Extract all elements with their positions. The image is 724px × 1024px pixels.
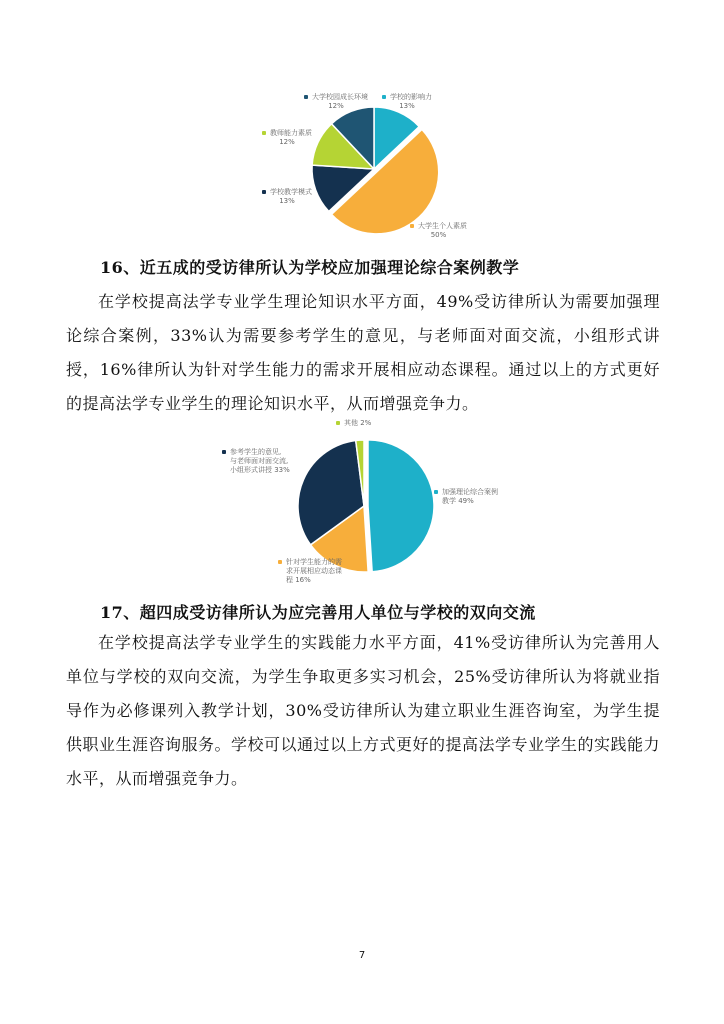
pie2-label-dynamic-course [278, 558, 342, 585]
label-name: 学校的影响力 [390, 93, 432, 101]
label-pct: 50% [430, 231, 447, 239]
legend-dot-icon [262, 190, 266, 194]
legend-dot-icon [382, 95, 386, 99]
label-pct: 13% [279, 197, 295, 205]
label-name: 学校教学模式 [270, 188, 312, 196]
section16-heading: 16、近五成的受访律所认为学校应加强理论综合案例教学 [100, 258, 520, 277]
pie2-label-case-teaching [434, 488, 498, 506]
label-text: 参考学生的意见, [230, 448, 282, 456]
label-name: 大学校园成长环境 [312, 93, 368, 101]
pie1-label-personal [410, 222, 467, 240]
legend-dot-icon [278, 560, 282, 564]
legend-dot-icon [304, 95, 308, 99]
legend-dot-icon [410, 224, 414, 228]
label-pct: 12% [279, 138, 295, 146]
section16-paragraph: 在学校提高法学专业学生理论知识水平方面，49%受访律所认为需要加强理论综合案例，33%认为需要参考学生的意见，与老师面对面交流，小组形式讲授，16%律所认为针对学生能力的需求开展相应动态课程。通过以上的方式更好的提高法学专业学生的理论知识水平，从而增强竞争力。 [66, 292, 660, 413]
pie-chart-theory [280, 424, 460, 574]
label-pct: 13% [399, 102, 415, 110]
label-name: 教师能力素质 [270, 129, 312, 137]
label-text: 小组形式讲授 33% [230, 466, 290, 474]
label-text: 程 16% [286, 576, 311, 584]
pie2-label-other [336, 419, 371, 428]
pie1-label-campus [304, 93, 368, 111]
legend-dot-icon [222, 450, 226, 454]
legend-dot-icon [262, 131, 266, 135]
section17-heading: 17、超四成受访律所认为应完善用人单位与学校的双向交流 [100, 603, 536, 622]
pie2-label-student-opinion [222, 448, 290, 475]
pie1-label-teaching [262, 188, 312, 206]
pie-slice-0 [368, 440, 434, 572]
label-name: 大学生个人素质 [418, 222, 467, 230]
label-text: 针对学生能力的需 [286, 558, 342, 566]
page-number: 7 [358, 950, 366, 961]
legend-dot-icon [336, 421, 340, 425]
label-pct: 12% [328, 102, 344, 110]
label-text: 与老师面对面交流, [230, 457, 289, 465]
label-text: 求开展相应动态课 [286, 567, 342, 575]
pie1-label-teacher [262, 129, 312, 147]
label-text: 教学 49% [442, 497, 474, 505]
label-text: 其他 2% [344, 419, 372, 427]
legend-dot-icon [434, 490, 438, 494]
pie2-svg [280, 424, 460, 574]
pie1-label-influence [382, 93, 432, 111]
label-text: 加强理论综合案例 [442, 488, 498, 496]
section17-paragraph: 在学校提高法学专业学生的实践能力水平方面，41%受访律所认为完善用人单位与学校的双向交流，为学生争取更多实习机会，25%受访律所认为将就业指导作为必修课列入教学计划，30%受访律所认为建立职业生涯咨询室，为学生提供职业生涯咨询服务。学校可以通过以上方式更好的提高法学专业学生的实践能力水平，从而增强竞争力。 [66, 633, 661, 788]
